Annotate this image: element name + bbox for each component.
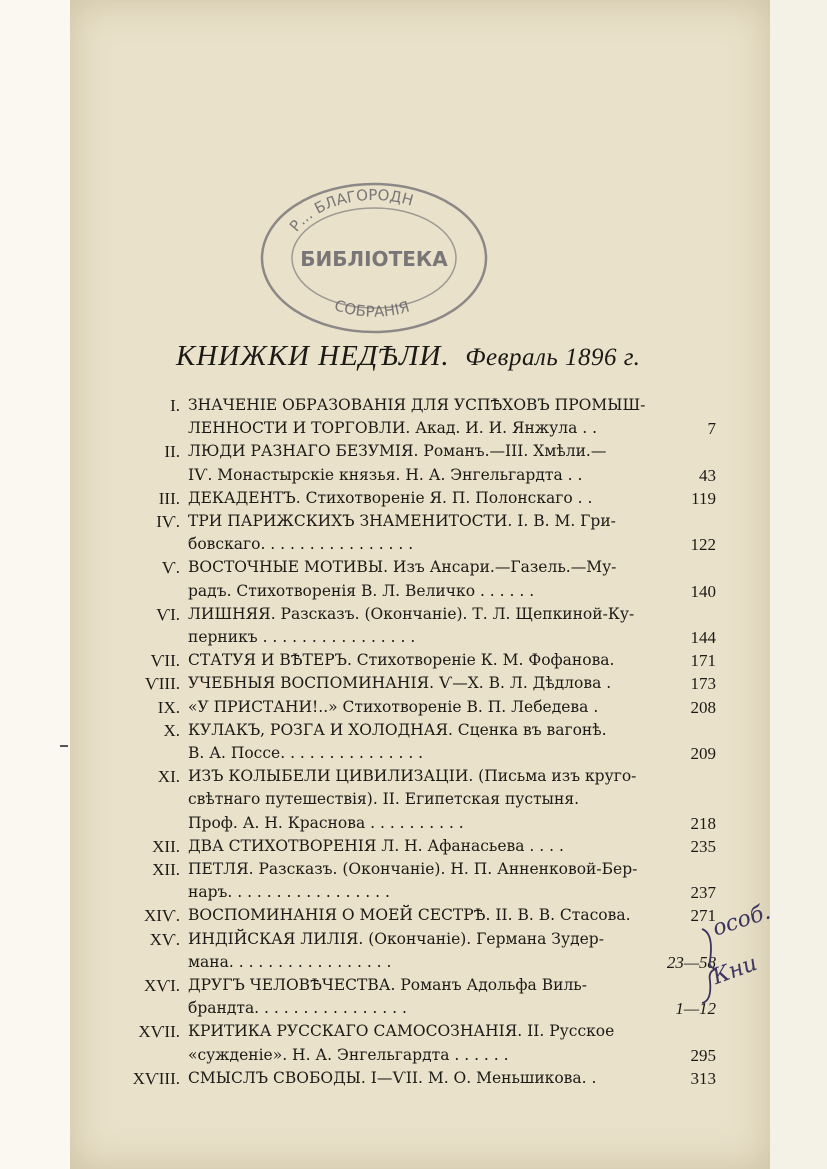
entry-page-number: [648, 788, 716, 811]
entry-page-number: [648, 765, 716, 788]
entry-body: [188, 1020, 716, 1066]
toc-entry: [116, 858, 716, 904]
entry-text: ЛЮДИ РАЗНАГО БЕЗУМІЯ. Романъ.—III. Хмѣли.—: [188, 442, 607, 461]
entry-number: III.: [158, 488, 180, 508]
entry-line: [188, 510, 716, 533]
entry-line: [188, 533, 716, 556]
toc-entry: [116, 556, 716, 602]
entry-body: [188, 1067, 716, 1090]
entry-text: ИЗЪ КОЛЫБЕЛИ ЦИВИЛИЗАЦІИ. (Письма изъ круго-: [188, 767, 637, 786]
entry-number: Ѵ.: [161, 558, 180, 578]
entry-body: [188, 765, 716, 835]
library-stamp: [258, 178, 490, 338]
entry-number: XѴ.: [149, 929, 180, 949]
entry-line: [188, 951, 716, 974]
entry-line: [188, 928, 716, 951]
entry-line: [188, 742, 716, 765]
entry-number: I.: [170, 396, 180, 415]
entry-text: ВОСТОЧНЫЕ МОТИВЫ. Изъ Ансари.—Газель.—Му-: [188, 558, 617, 577]
entry-page-number: 144: [690, 628, 716, 648]
entry-line: [188, 626, 716, 649]
entry-text: ДРУГЪ ЧЕЛОВѢЧЕСТВА. Романъ Адольфа Виль-: [188, 976, 587, 995]
toc-entry: [116, 696, 716, 719]
entry-body: [188, 649, 716, 672]
entry-page-number: 122: [690, 535, 716, 555]
entry-body: [188, 556, 716, 602]
entry-line: [188, 417, 716, 440]
entry-text: ДВА СТИХОТВОРЕНІЯ Л. Н. Афанасьева . . . .: [188, 836, 564, 855]
entry-text: КРИТИКА РУССКАГО САМОСОЗНАНІЯ. II. Русское: [188, 1022, 615, 1041]
entry-body: [188, 696, 716, 719]
entry-text: «сужденіе». Н. А. Энгельгардта . . . . . .: [188, 1045, 509, 1064]
entry-number: XIѴ.: [143, 906, 180, 926]
handwritten-note-2: Кни: [709, 950, 761, 991]
entry-text: ЛЕННОСТИ И ТОРГОВЛИ. Акад. И. И. Янжула . .: [188, 419, 598, 438]
toc-entry: [116, 649, 716, 672]
entry-page-number: 1—12: [675, 999, 716, 1019]
toc-entry: [116, 440, 716, 486]
entry-page-number: 23—58: [666, 952, 716, 972]
toc-entry: [116, 1020, 716, 1066]
entry-line: [188, 1044, 716, 1067]
entry-text: В. А. Поссе. . . . . . . . . . . . . . .: [188, 744, 424, 763]
entry-line: [188, 788, 716, 811]
entry-body: [188, 835, 716, 858]
entry-text: ДЕКАДЕНТЪ. Стихотвореніе Я. П. Полонскаго . .: [188, 488, 593, 507]
scan-margin: [0, 0, 70, 1169]
toc-entry: [116, 835, 716, 858]
entry-text: свѣтнаго путешествія). II. Египетская пустыня.: [188, 790, 580, 809]
entry-line: [188, 603, 716, 626]
margin-mark: [60, 745, 68, 747]
entry-line: [188, 649, 716, 672]
entry-text: СТАТУЯ И ВѢТЕРЪ. Стихотвореніе К. М. Фофанова.: [188, 651, 615, 670]
entry-page-number: 171: [690, 651, 716, 671]
entry-text: ЗНАЧЕНІЕ ОБРАЗОВАНІЯ ДЛЯ УСПѢХОВЪ ПРОМЫШ-: [188, 396, 646, 414]
entry-line: [188, 904, 716, 927]
toc-entry: [116, 1067, 716, 1090]
entry-line: [188, 858, 716, 881]
entry-text: перникъ . . . . . . . . . . . . . . . .: [188, 628, 416, 647]
entry-text: ПЕТЛЯ. Разсказъ. (Окончаніе). Н. П. Анненковой-Бер-: [188, 860, 638, 879]
entry-text: IѴ. Монастырскіе князья. Н. А. Энгельгардта . .: [188, 465, 583, 484]
entry-line: [188, 487, 716, 510]
toc-entry: [116, 719, 716, 765]
entry-page-number: [648, 556, 716, 579]
entry-page-number: 208: [690, 697, 716, 717]
entry-text: бовскаго. . . . . . . . . . . . . . . .: [188, 535, 414, 554]
page-title: [176, 340, 696, 373]
toc-entry: [116, 765, 716, 835]
entry-line: [188, 580, 716, 603]
entry-page-number: 140: [690, 581, 716, 601]
entry-line: [188, 1067, 716, 1090]
entry-page-number: [648, 719, 716, 742]
entry-line: [188, 835, 716, 858]
entry-line: [188, 464, 716, 487]
entry-line: [188, 765, 716, 788]
toc-entry: [116, 974, 716, 1020]
entry-number: ѴII.: [150, 651, 180, 671]
entry-number: ѴIII.: [144, 674, 180, 694]
entry-line: [188, 1020, 716, 1043]
entry-body: [188, 440, 716, 486]
entry-page-number: [648, 1020, 716, 1043]
entry-page-number: 7: [707, 419, 716, 439]
entry-number: II.: [164, 442, 180, 462]
entry-line: [188, 556, 716, 579]
entry-page-number: 237: [690, 883, 716, 903]
entry-number: IѴ.: [156, 512, 180, 532]
entry-line: [188, 881, 716, 904]
entry-number: ѴI.: [156, 604, 180, 624]
entry-text: ВОСПОМИНАНІЯ О МОЕЙ СЕСТРѢ. II. В. В. Стасова.: [188, 906, 631, 925]
entry-body: [188, 510, 716, 556]
entry-number: XѴIII.: [132, 1068, 180, 1088]
toc-entry: [116, 603, 716, 649]
toc-entry: [116, 672, 716, 695]
entry-text: КУЛАКЪ, РОЗГА И ХОЛОДНАЯ. Сценка въ вагонѣ.: [188, 720, 607, 739]
entry-line: [188, 696, 716, 719]
entry-page-number: 235: [690, 836, 716, 856]
entry-page-number: 218: [690, 813, 716, 833]
entry-line: [188, 672, 716, 695]
title-text: КНИЖКИ НЕДѢЛИ.: [176, 340, 450, 372]
entry-body: [188, 719, 716, 765]
toc-entry: [116, 928, 716, 974]
entry-body: [188, 974, 716, 1020]
entry-body: [188, 858, 716, 904]
stamp-arc-top: Р... БЛАГОРОДН: [285, 185, 416, 236]
entry-text: ИНДІЙСКАЯ ЛИЛІЯ. (Окончаніе). Германа Зудер-: [188, 929, 604, 948]
toc-entry: [116, 394, 716, 440]
stamp-arc-bottom: СОБРАНІЯ: [332, 296, 412, 321]
entry-page-number: 173: [690, 674, 716, 694]
entry-body: [188, 487, 716, 510]
entry-number: IX.: [157, 697, 180, 717]
toc-entry: [116, 510, 716, 556]
entry-text: наръ. . . . . . . . . . . . . . . . .: [188, 883, 390, 902]
table-of-contents: [116, 394, 716, 1090]
entry-body: [188, 672, 716, 695]
entry-page-number: 313: [690, 1068, 716, 1088]
entry-line: [188, 440, 716, 463]
entry-body: [188, 928, 716, 974]
entry-page-number: 271: [690, 906, 716, 926]
toc-entry: [116, 487, 716, 510]
entry-page-number: 43: [699, 465, 716, 485]
entry-line: [188, 394, 716, 417]
stamp-center-text: БИБЛІОТЕКА: [300, 247, 448, 271]
handwritten-note-1: особ.: [709, 899, 774, 942]
entry-page-number: [648, 858, 716, 881]
entry-number: XII.: [152, 836, 180, 856]
entry-line: [188, 997, 716, 1020]
entry-text: ЛИШНЯЯ. Разсказъ. (Окончаніе). Т. Л. Щепкиной-Ку-: [188, 604, 635, 623]
entry-number: XѴII.: [138, 1022, 180, 1042]
entry-page-number: [648, 603, 716, 626]
entry-text: мана. . . . . . . . . . . . . . . . .: [188, 952, 392, 971]
entry-number: XѴI.: [143, 976, 180, 996]
entry-body: [188, 904, 716, 927]
entry-text: брандта. . . . . . . . . . . . . . . .: [188, 999, 407, 1018]
entry-page-number: 295: [690, 1045, 716, 1065]
entry-body: [188, 603, 716, 649]
entry-line: [188, 974, 716, 997]
title-date: Февраль 1896 г.: [465, 344, 641, 371]
entry-text: Проф. А. Н. Краснова . . . . . . . . . .: [188, 813, 464, 832]
entry-text: УЧЕБНЫЯ ВОСПОМИНАНІЯ. Ѵ—X. В. Л. Дѣдлова .: [188, 674, 612, 693]
entry-page-number: [648, 510, 716, 533]
entry-line: [188, 812, 716, 835]
entry-text: «У ПРИСТАНИ!..» Стихотвореніе В. П. Лебедева .: [188, 697, 599, 716]
entry-page-number: 209: [690, 744, 716, 764]
entry-text: радъ. Стихотворенія В. Л. Величко . . . . . .: [188, 581, 535, 600]
entry-page-number: [648, 394, 716, 417]
entry-text: ТРИ ПАРИЖСКИХЪ ЗНАМЕНИТОСТИ. I. В. М. Гри-: [188, 512, 616, 531]
entry-body: [188, 394, 716, 440]
entry-page-number: [648, 440, 716, 463]
entry-page-number: 119: [691, 488, 716, 508]
entry-number: X.: [163, 720, 180, 740]
entry-number: XII.: [152, 860, 180, 880]
entry-text: СМЫСЛЪ СВОБОДЫ. I—ѴII. М. О. Меньшикова. .: [188, 1068, 597, 1087]
entry-line: [188, 719, 716, 742]
entry-number: XI.: [157, 767, 180, 787]
toc-entry: [116, 904, 716, 927]
